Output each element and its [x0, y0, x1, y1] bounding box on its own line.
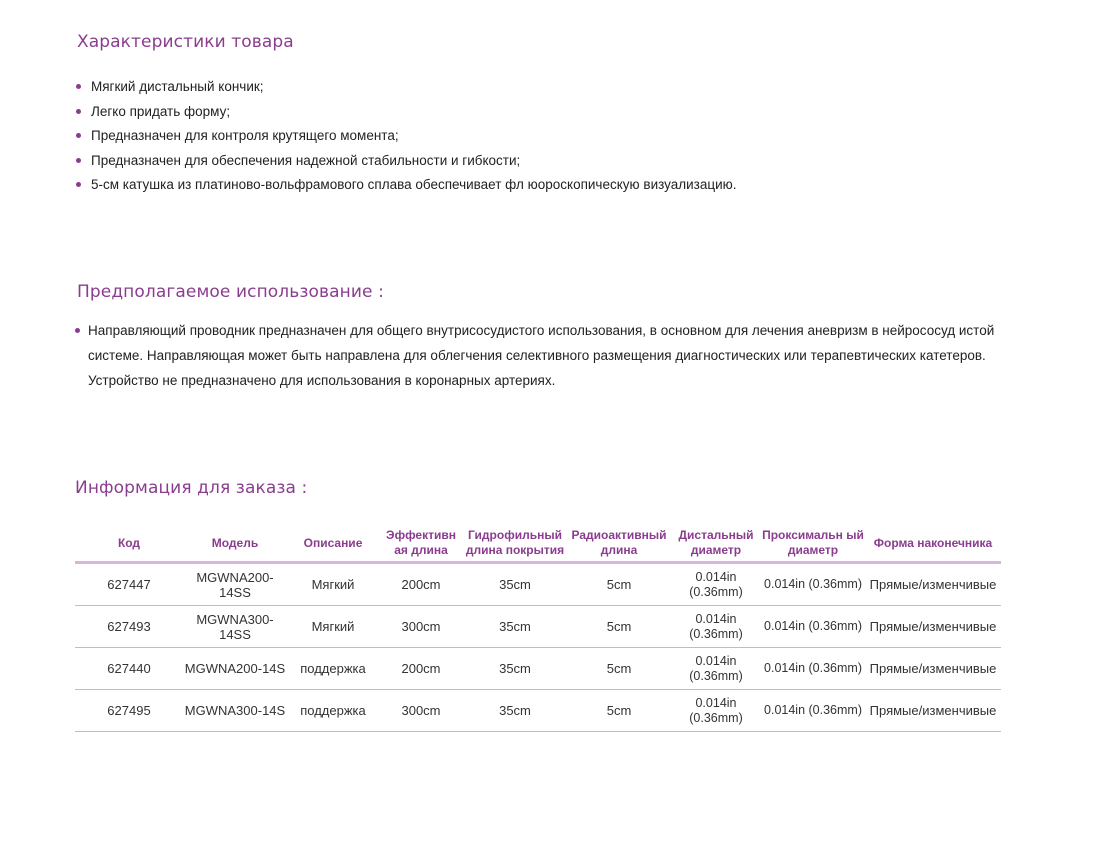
order-title: Информация для заказа : — [75, 478, 308, 498]
cell-radiopaque-length: 5cm — [567, 606, 671, 648]
cell-proximal-diameter: 0.014in (0.36mm) — [761, 648, 865, 690]
list-item — [76, 127, 737, 152]
list-item — [76, 176, 737, 201]
cell-proximal-diameter: 0.014in (0.36mm) — [761, 606, 865, 648]
cell-code: 627447 — [75, 563, 183, 606]
table-row — [75, 606, 1001, 648]
cell-model: MGWNA300-14S — [183, 690, 287, 732]
col-header-model: Модель — [183, 525, 287, 563]
cell-effective-length: 300cm — [379, 606, 463, 648]
list-item — [76, 103, 737, 128]
cell-radiopaque-length: 5cm — [567, 690, 671, 732]
list-item — [76, 78, 737, 103]
feature-text: Легко придать форму; — [91, 103, 231, 119]
cell-model: MGWNA300-14SS — [183, 606, 287, 648]
cell-radiopaque-length: 5cm — [567, 563, 671, 606]
cell-proximal-diameter: 0.014in (0.36mm) — [761, 690, 865, 732]
cell-tip-shape: Прямые/изменчивые — [865, 606, 1001, 648]
cell-effective-length: 200cm — [379, 563, 463, 606]
bullet-icon — [76, 84, 81, 89]
feature-text: Мягкий дистальный кончик; — [91, 79, 264, 94]
cell-distal-diameter: 0.014in (0.36mm) — [671, 606, 761, 648]
cell-hydrophilic-length: 35cm — [463, 563, 567, 606]
col-header-proximal-diameter: Проксимальн ый диаметр — [761, 525, 865, 563]
cell-hydrophilic-length: 35cm — [463, 648, 567, 690]
table-row — [75, 690, 1001, 732]
cell-description: поддержка — [287, 648, 379, 690]
cell-hydrophilic-length: 35cm — [463, 606, 567, 648]
cell-code: 627493 — [75, 606, 183, 648]
usage-paragraph — [88, 318, 998, 393]
cell-radiopaque-length: 5cm — [567, 648, 671, 690]
cell-description: поддержка — [287, 690, 379, 732]
order-table — [75, 525, 1001, 732]
col-header-description: Описание — [287, 525, 379, 563]
bullet-icon — [76, 158, 81, 163]
cell-model: MGWNA200-14SS — [183, 563, 287, 606]
cell-tip-shape: Прямые/изменчивые — [865, 563, 1001, 606]
bullet-icon — [76, 182, 81, 187]
table-row — [75, 563, 1001, 606]
feature-text: Предназначен для обеспечения надежной стабильности и гибкости; — [91, 152, 521, 168]
bullet-icon — [76, 133, 81, 138]
cell-hydrophilic-length: 35cm — [463, 690, 567, 732]
bullet-icon — [75, 328, 80, 333]
col-header-radiopaque-length: Радиоактивный длина — [567, 525, 671, 563]
col-header-effective-length: Эффективн ая длина — [379, 525, 463, 563]
feature-text: Предназначен для контроля крутящего момента; — [91, 128, 399, 143]
col-header-distal-diameter: Дистальный диаметр — [671, 525, 761, 563]
features-list — [76, 78, 737, 201]
cell-distal-diameter: 0.014in (0.36mm) — [671, 648, 761, 690]
table-row — [75, 648, 1001, 690]
cell-proximal-diameter: 0.014in (0.36mm) — [761, 563, 865, 606]
usage-title: Предполагаемое использование : — [77, 282, 384, 302]
feature-text: 5-см катушка из платиново-вольфрамового сплава обеспечивает фл юороскопическую визуализацию. — [91, 177, 737, 192]
cell-tip-shape: Прямые/изменчивые — [865, 690, 1001, 732]
cell-distal-diameter: 0.014in (0.36mm) — [671, 690, 761, 732]
col-header-hydrophilic-length: Гидрофильный длина покрытия — [463, 525, 567, 563]
col-header-code: Код — [75, 525, 183, 563]
cell-model: MGWNA200-14S — [183, 648, 287, 690]
cell-code: 627440 — [75, 648, 183, 690]
bullet-icon — [76, 109, 81, 114]
cell-effective-length: 200cm — [379, 648, 463, 690]
cell-tip-shape: Прямые/изменчивые — [865, 648, 1001, 690]
usage-text: Направляющий проводник предназначен для общего внутрисосудистого использования, в основном для лечения аневризм в нейрососуд истой системе. Направляющая может быть направлена для облегчения селективного размещения диагностических или терапевтических катетеров. Устройство не предназначено для использования в коронарных артериях. — [88, 323, 995, 388]
features-title: Характеристики товара — [77, 32, 294, 52]
table-header-row — [75, 525, 1001, 563]
cell-description: Мягкий — [287, 606, 379, 648]
list-item — [76, 152, 737, 177]
cell-description: Мягкий — [287, 563, 379, 606]
col-header-tip-shape: Форма наконечника — [865, 525, 1001, 563]
cell-code: 627495 — [75, 690, 183, 732]
cell-distal-diameter: 0.014in (0.36mm) — [671, 563, 761, 606]
cell-effective-length: 300cm — [379, 690, 463, 732]
